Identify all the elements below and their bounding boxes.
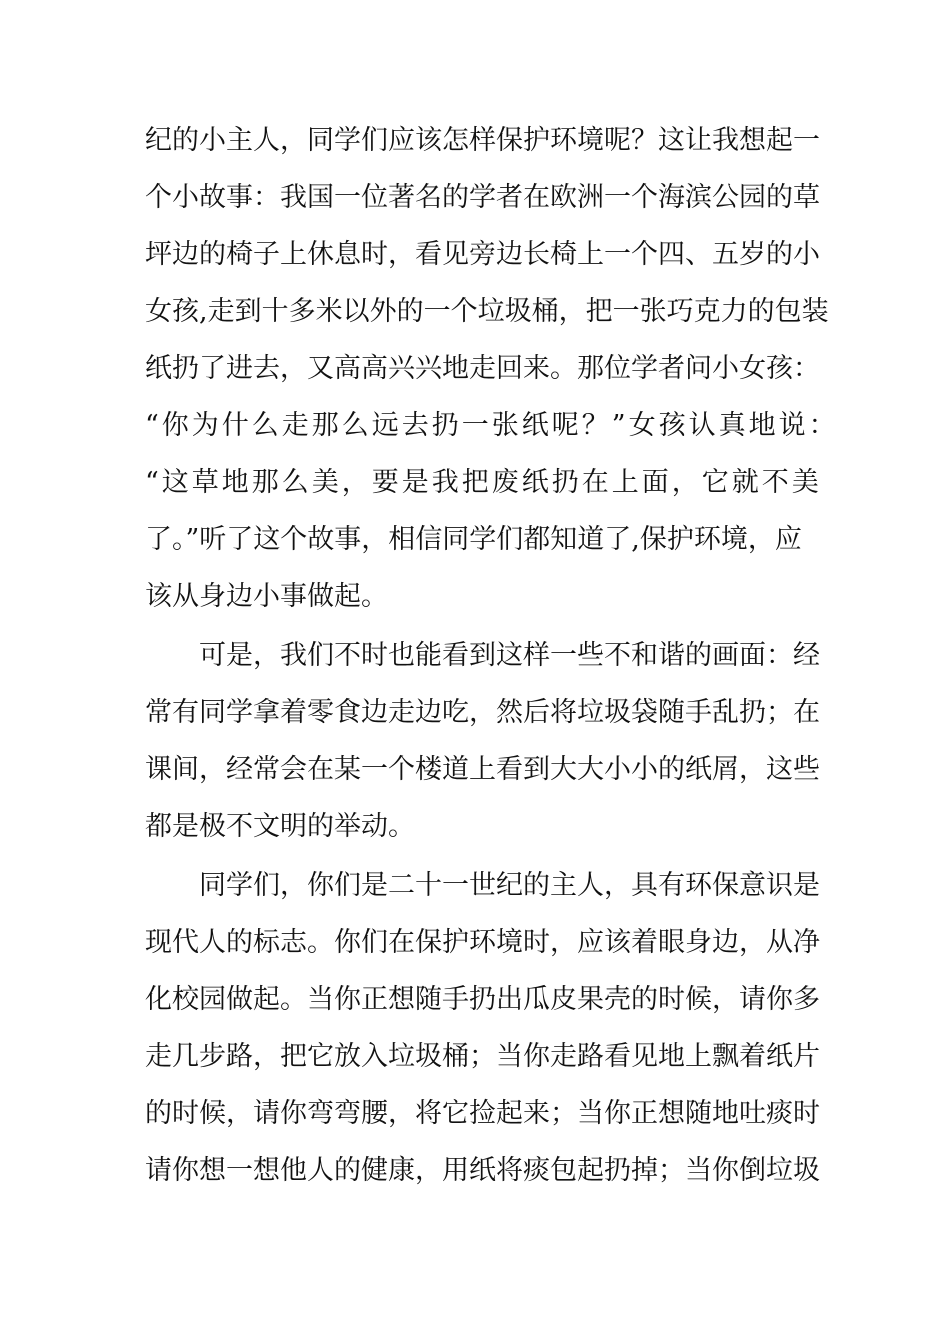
text-line: 常有同学拿着零食边走边吃，然后将垃圾袋随手乱扔；在 bbox=[145, 697, 820, 728]
text-line: 同学们，你们是二十一世纪的主人，具有环保意识是 bbox=[199, 870, 820, 901]
text-line: 女孩,走到十多米以外的一个垃圾桶，把一张巧克力的包装 bbox=[145, 296, 829, 327]
text-line: 的时候，请你弯弯腰，将它捡起来；当你正想随地吐痰时 bbox=[145, 1098, 820, 1129]
text-line: 现代人的标志。你们在保护环境时，应该着眼身边，从净 bbox=[145, 927, 820, 958]
text-line: 纪的小主人，同学们应该怎样保护环境呢？这让我想起一 bbox=[145, 125, 820, 156]
text-line: “你为什么走那么远去扔一张纸呢？”女孩认真地说： bbox=[145, 410, 839, 441]
text-line: 走几步路，把它放入垃圾桶；当你走路看见地上飘着纸片 bbox=[145, 1041, 820, 1072]
text-line: 纸扔了进去，又高高兴兴地走回来。那位学者问小女孩： bbox=[145, 353, 820, 384]
text-line: 该从身边小事做起。 bbox=[145, 581, 388, 612]
text-line: 请你想一想他人的健康，用纸将痰包起扔掉；当你倒垃圾 bbox=[145, 1155, 820, 1186]
text-line: 课间，经常会在某一个楼道上看到大大小小的纸屑，这些 bbox=[145, 754, 820, 785]
text-line: 可是，我们不时也能看到这样一些不和谐的画面：经 bbox=[199, 640, 820, 671]
text-line: 都是极不文明的举动。 bbox=[145, 811, 415, 842]
text-line: “这草地那么美，要是我把废纸扔在上面，它就不美 bbox=[145, 467, 822, 498]
text-line: 坪边的椅子上休息时，看见旁边长椅上一个四、五岁的小 bbox=[145, 239, 820, 270]
text-line: 了。”听了这个故事，相信同学们都知道了,保护环境，应 bbox=[145, 524, 802, 555]
text-line: 化校园做起。当你正想随手扔出瓜皮果壳的时候，请你多 bbox=[145, 984, 820, 1015]
text-line: 个小故事：我国一位著名的学者在欧洲一个海滨公园的草 bbox=[145, 182, 820, 213]
